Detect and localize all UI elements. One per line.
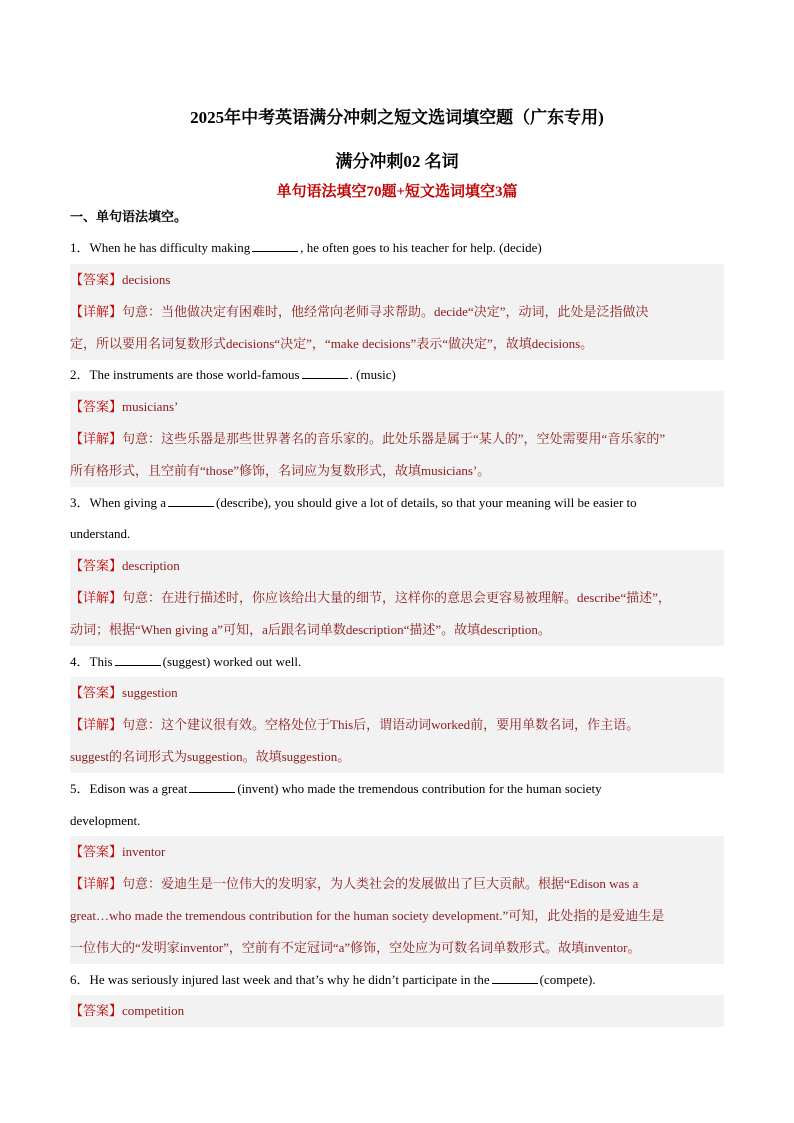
question-5: 5．Edison was a great (invent) who made the tremendous contribution for the human society — [70, 781, 602, 796]
answer-row: 【答案】competition — [70, 995, 724, 1027]
question-3: 3．When giving a (describe), you should give a lot of details, so that your meaning will be easier to — [70, 495, 637, 510]
detail-row: 【详解】句意：这些乐器是那些世界著名的音乐家的。此处乐器是属于“某人的”，空处需要用“音乐家的” — [70, 423, 724, 455]
question-3-cont: understand. — [70, 526, 131, 541]
answer-row: 【答案】musicians’ — [70, 391, 724, 423]
detail-row: 所有格形式，且空前有“those”修饰，名词应为复数形式，故填musicians’。 — [70, 455, 724, 487]
detail-row: 【详解】句意：爱迪生是一位伟大的发明家，为人类社会的发展做出了巨大贡献。根据“Edison was a — [70, 868, 724, 900]
answer-blank — [252, 239, 298, 252]
question-2: 2．The instruments are those world-famous . (music) — [70, 367, 396, 382]
document-subtitle: 满分冲刺02 名词 — [335, 152, 459, 171]
answer-blank — [492, 971, 538, 984]
detail-row: 定，所以要用名词复数形式decisions“决定”，“make decisions”表示“做决定”，故填decisions。 — [70, 328, 724, 360]
document-tagline: 单句语法填空70题+短文选词填空3篇 — [276, 184, 518, 200]
document-title: 2025年中考英语满分冲刺之短文选词填空题（广东专用) — [190, 108, 604, 127]
question-1: 1．When he has difficulty making , he often goes to his teacher for help. (decide) — [70, 240, 542, 255]
answer-row: 【答案】inventor — [70, 836, 724, 868]
section-heading: 一、单句语法填空。 — [70, 209, 188, 224]
answer-row: 【答案】decisions — [70, 264, 724, 296]
answer-blank — [302, 366, 348, 379]
detail-row: 一位伟大的“发明家inventor”，空前有不定冠词“a”修饰，空处应为可数名词单数形式。故填inventor。 — [70, 932, 724, 964]
question-6: 6．He was seriously injured last week and that’s why he didn’t participate in the (compete). — [70, 972, 596, 987]
question-5-cont: development. — [70, 813, 141, 828]
detail-row: 动词；根据“When giving a”可知，a后跟名词单数description“描述”。故填description。 — [70, 614, 724, 646]
answer-row: 【答案】description — [70, 550, 724, 582]
answer-row: 【答案】suggestion — [70, 677, 724, 709]
answer-blank — [168, 494, 214, 507]
detail-row: 【详解】句意：这个建议很有效。空格处位于This后，谓语动词worked前，要用单数名词，作主语。 — [70, 709, 724, 741]
answer-blank — [189, 780, 235, 793]
question-4: 4．This (suggest) worked out well. — [70, 654, 302, 669]
answer-blank — [115, 653, 161, 666]
detail-row: suggest的名词形式为suggestion。故填suggestion。 — [70, 741, 724, 773]
detail-row: 【详解】句意：当他做决定有困难时，他经常向老师寻求帮助。decide“决定”，动词，此处是泛指做决 — [70, 296, 724, 328]
detail-row: 【详解】句意：在进行描述时，你应该给出大量的细节，这样你的意思会更容易被理解。describe“描述”， — [70, 582, 724, 614]
detail-row: great…who made the tremendous contribution for the human society development.”可知，此处指的是爱迪生是 — [70, 900, 724, 932]
